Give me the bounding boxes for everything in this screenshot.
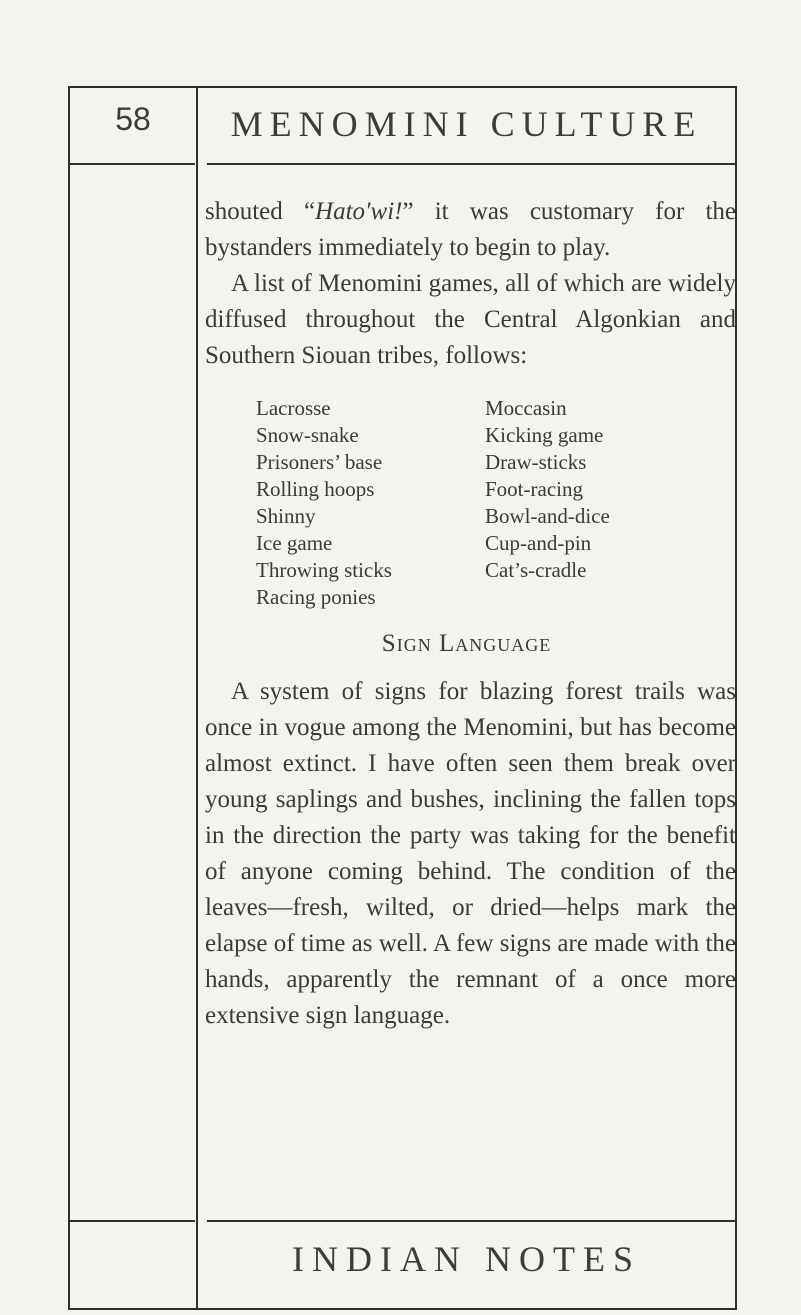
section-block: [205, 674, 736, 1034]
section-heading: Sign Language: [381, 630, 552, 657]
list-item: Bowl-and-dice: [485, 504, 610, 528]
list-item: Cup-and-pin: [485, 531, 592, 555]
intro-block: [205, 194, 736, 374]
games-column-left: [256, 395, 392, 611]
list-item: Kicking game: [485, 423, 604, 447]
intro-paragraph: [205, 194, 736, 266]
games-column-right: [485, 395, 610, 584]
list-item: Throwing sticks: [256, 558, 392, 582]
intro-suffix: ” it was customary for the bystanders immediately to begin to play.: [205, 198, 736, 261]
header-rule-left: [68, 163, 195, 165]
list-intro-paragraph: A list of Menomini games, all of which are widely diffused throughout the Central Algonkian and Southern Siouan tribes, follows:: [205, 270, 736, 369]
list-item: Draw-sticks: [485, 450, 587, 474]
list-item: Racing ponies: [256, 585, 376, 609]
intro-italic-word: Hato′wi!: [315, 198, 403, 225]
footer-series-title: INDIAN NOTES: [292, 1239, 641, 1279]
column-divider: [196, 86, 198, 1310]
section-paragraph: A system of signs for blazing forest trails was once in vogue among the Menomini, but has become almost extinct. I have often seen them break over young saplings and bushes, inclining the fallen tops in the direction the party was taking for the benefit of anyone coming behind. The condition of the leaves—fresh, wilted, or dried—helps mark the elapse of time as well. A few signs are made with the hands, apparently the remnant of a once more extensive sign language.: [205, 678, 736, 1029]
list-item: Prisoners’ base: [256, 450, 383, 474]
list-item: Lacrosse: [256, 396, 331, 420]
page-number: 58: [115, 101, 151, 137]
footer-rule-left: [68, 1220, 195, 1222]
list-item: Cat’s-cradle: [485, 558, 587, 582]
list-item: Shinny: [256, 504, 316, 528]
list-item: Ice game: [256, 531, 333, 555]
list-item: Moccasin: [485, 396, 567, 420]
header-rule-right: [207, 163, 737, 165]
running-head: MENOMINI CULTURE: [230, 104, 703, 144]
list-item: Foot-racing: [485, 477, 583, 501]
footer-rule-right: [207, 1220, 737, 1222]
list-item: Snow-snake: [256, 423, 359, 447]
intro-prefix: shouted “: [205, 198, 316, 225]
frame-bottom-rule: [68, 1308, 737, 1310]
list-item: Rolling hoops: [256, 477, 375, 501]
